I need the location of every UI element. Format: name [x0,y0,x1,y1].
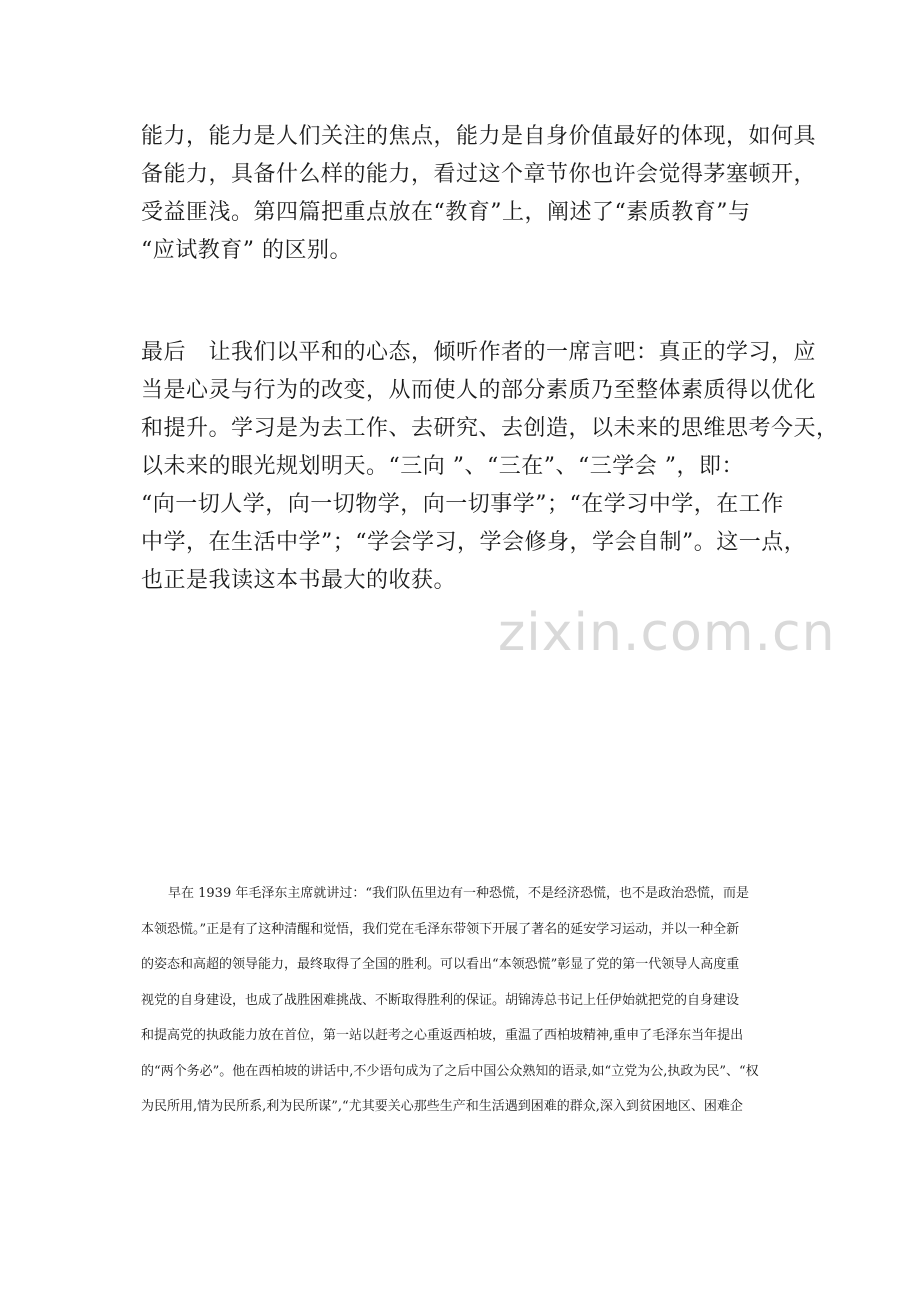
text-line: 本领恐慌。”正是有了这种清醒和觉悟，我们党在毛泽东带领下开展了著名的延安学习运动，并以一种全新 [141,921,740,937]
text-line: 为民所用,情为民所系,利为民所谋”,“尤其要关心那些生产和生活遇到困难的群众,深入到贫困地区、困难企 [141,1099,743,1114]
text-line: 中学，在生活中学”；“学会学习，学会修身，学会自制”。这一点， [141,530,807,555]
text-line: 以未来的眼光规划明天。“三向 ”、“三在”、“三学会 ”，即： [141,454,744,479]
paragraph-ability [141,118,817,270]
text-line: 也正是我读这本书最大的收获。 [141,568,457,593]
text-line: 能力，能力是人们关注的焦点，能力是自身价值最好的体现，如何具 [141,124,817,149]
text-line: 的“两个务必”。他在西柏坡的讲话中,不少语句成为了之后中国公众熟知的语录,如“立党为公,执政为民”、“权 [141,1063,759,1079]
watermark: zixin.com.cn [498,603,836,663]
text-line: 视党的自身建设，也成了战胜困难挑战、不断取得胜利的保证。胡锦涛总书记上任伊始就把党的自身建设 [141,992,740,1008]
text-line: 早在 1939 年毛泽东主席就讲过：“我们队伍里边有一种恐慌，不是经济恐慌，也不是政治恐慌，而是 [168,886,749,901]
text-line: 和提高党的执政能力放在首位，第一站以赶考之心重返西柏坡，重温了西柏坡精神,重申了毛泽东当年提出 [141,1028,744,1043]
text-line: 备能力，具备什么样的能力，看过这个章节你也许会觉得茅塞顿开， [141,162,817,187]
text-line: “应试教育” 的区别。 [141,238,352,263]
text-line: 受益匪浅。第四篇把重点放在“教育”上，阐述了“素质教育”与 [141,200,751,225]
text-line: 和提升。学习是为去工作、去研究、去创造，以未来的思维思考今天， [141,416,839,441]
text-line: 的姿态和高超的领导能力，最终取得了全国的胜利。可以看出“本领恐慌”彰显了党的第一代领导人高度重 [141,957,740,972]
paragraph-mao-quote [141,876,781,1125]
paragraph-conclusion [141,334,839,600]
text-line: 当是心灵与行为的改变，从而使人的部分素质乃至整体素质得以优化 [141,378,817,403]
text-line: 最后 让我们以平和的心态，倾听作者的一席言吧：真正的学习，应 [141,340,817,365]
text-line: “向一切人学，向一切物学，向一切事学”；“在学习中学，在工作 [141,492,784,517]
